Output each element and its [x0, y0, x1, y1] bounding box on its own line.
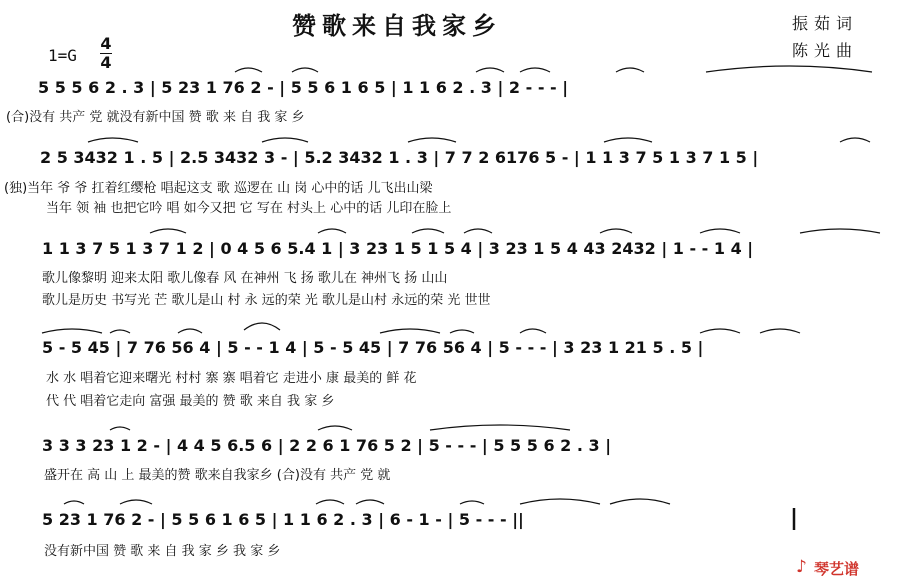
music-note-icon: ♪: [796, 557, 807, 577]
brand-logo: 琴艺谱: [814, 560, 860, 578]
lyric-line-6: 没有新中国 赞 歌 来 自 我 家 乡 我 家 乡: [44, 544, 281, 559]
lyric-line-4b: 代 代 唱着它走向 富强 最美的 赞 歌 来自 我 家 乡: [46, 394, 335, 409]
time-signature-bottom: 4: [100, 53, 112, 72]
lyric-line-1: (合)没有 共产 党 就没有新中国 赞 歌 来 自 我 家 乡: [6, 110, 305, 125]
notation-row-2: 2 5 3432 1 . 5 | 2.5 3432 3 - | 5.2 3432 1 . 3 | 7 7 2 6176 5 - | 1 1 3 7 5 1 3 7 1 5 |: [40, 148, 759, 167]
notation-row-6: 5 23 1 76 2 - | 5 5 6 1 6 5 | 1 1 6 2 . 3 | 6 - 1 - | 5 - - - ||: [42, 510, 524, 529]
lyric-line-3a: 歌儿像黎明 迎来太阳 歌儿像春 风 在神州 飞 扬 歌儿在 神州飞 扬 山山: [42, 271, 448, 286]
key-signature: 1=G: [48, 46, 77, 65]
notation-row-4: 5 - 5 45 | 7 76 56 4 | 5 - - 1 4 | 5 - 5 45 | 7 76 56 4 | 5 - - - | 3 23 1 21 5 . 5 |: [42, 338, 704, 357]
composer-credit: 陈光曲: [792, 41, 859, 60]
lyric-line-5: 盛开在 高 山 上 最美的赞 歌来自我家乡 (合)没有 共产 党 就: [44, 468, 391, 483]
notation-row-1: 5 5 5 6 2 . 3 | 5 23 1 76 2 - | 5 5 6 1 6 5 | 1 1 6 2 . 3 | 2 - - - |: [38, 78, 569, 97]
lyric-line-3b: 歌儿是历史 书写光 芒 歌儿是山 村 永 远的荣 光 歌儿是山村 永远的荣 光 世世: [42, 293, 491, 308]
lyric-line-2b: 当年 领 袖 也把它吟 唱 如今又把 它 写在 村头上 心中的话 儿印在脸上: [46, 201, 452, 216]
lyric-line-4a: 水 水 唱着它迎来曙光 村村 寨 寨 唱着它 走进小 康 最美的 鲜 花: [46, 371, 417, 386]
notation-row-3: 1 1 3 7 5 1 3 7 1 2 | 0 4 5 6 5.4 1 | 3 23 1 5 1 5 4 | 3 23 1 5 4 43 2432 | 1 - - 1 4 |: [42, 239, 754, 258]
notation-row-5: 3 3 3 23 1 2 - | 4 4 5 6.5 6 | 2 2 6 1 76 5 2 | 5 - - - | 5 5 5 6 2 . 3 |: [42, 436, 612, 455]
song-title: 赞歌来自我家乡: [292, 12, 502, 40]
lyricist-credit: 振茹词: [792, 14, 859, 33]
lyric-line-2a: (独)当年 爷 爷 扛着红缨枪 唱起这支 歌 巡逻在 山 岗 心中的话 儿飞出山梁: [4, 181, 433, 196]
time-signature-top: 4: [100, 34, 112, 53]
